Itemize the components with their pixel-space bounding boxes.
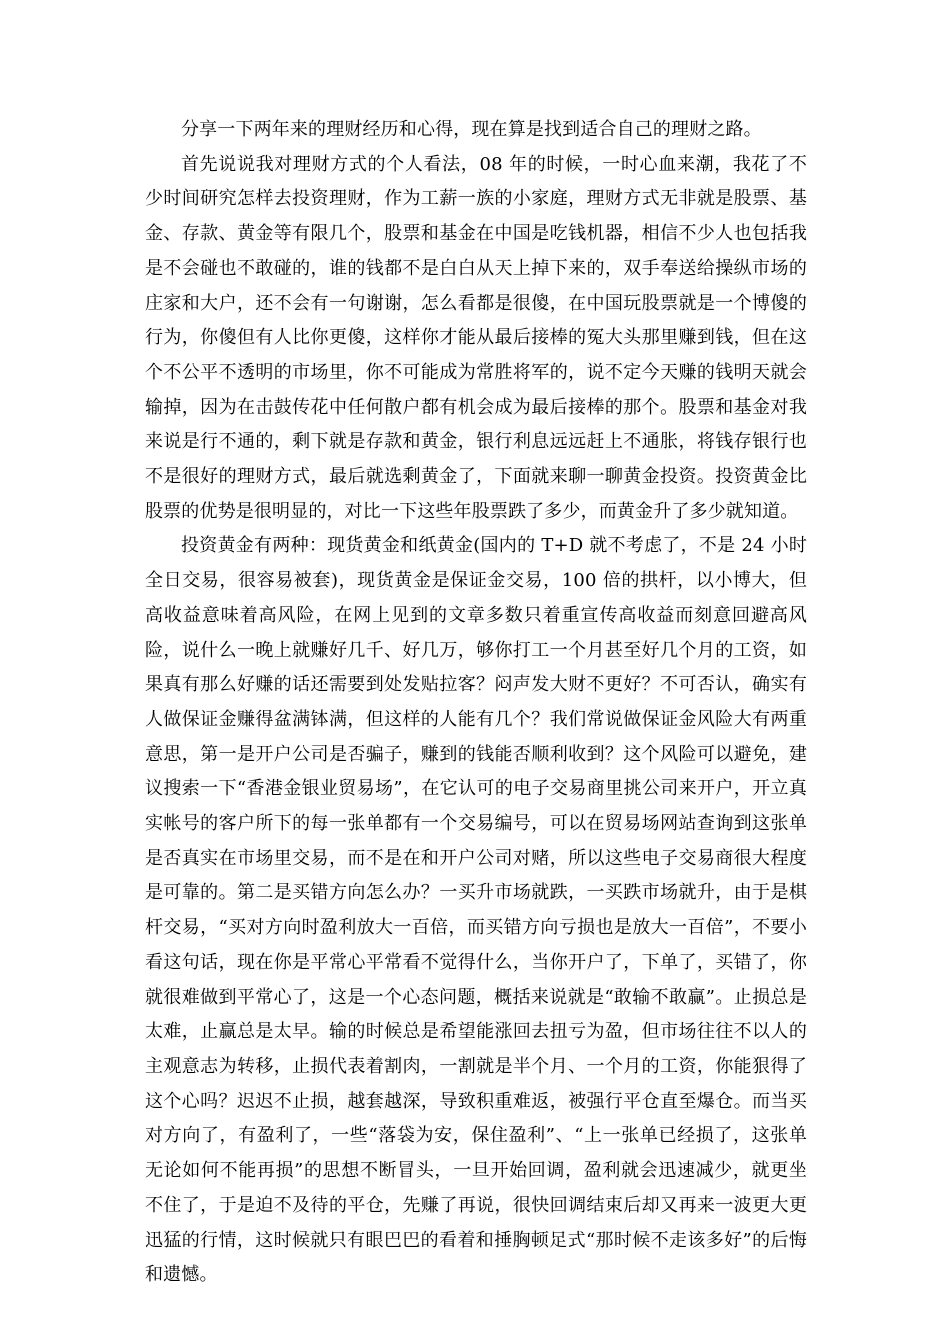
paragraph-intro: 分享一下两年来的理财经历和心得，现在算是找到适合自己的理财之路。 [181, 119, 762, 140]
paragraph-views: 首先说说我对理财方式的个人看法，08 年的时候，一时心血来潮，我花了不少时间研究怎样去投资理财，作为工薪一族的小家庭，理财方式无非就是股票、基金、存款、黄金等有限几个，股票和基金在中国是吃钱机器，相信不少人也包括我是不会碰也不敢碰的，谁的钱都不是白白从天上掉下来的，双手奉送给操纵市场的庄家和大户，还不会有一句谢谢，怎么看都是很傻，在中国玩股票就是一个博傻的行为，你傻但有人比你更傻，这样你才能从最后接棒的冤大头那里赚到钱，但在这个不公平不透明的市场里，你不可能成为常胜将军的，说不定今天赚的钱明天就会输掉，因为在击鼓传花中任何散户都有机会成为最后接棒的那个。股票和基金对我来说是行不通的，剩下就是存款和黄金，银行利息远远赶上不通胀，将钱存银行也不是很好的理财方式，最后就选剩黄金了，下面就来聊一聊黄金投资。投资黄金比股票的优势是很明显的，对比一下这些年股票跌了多少，而黄金升了多少就知道。 [145, 153, 807, 522]
paragraph-gold-investment: 投资黄金有两种：现货黄金和纸黄金(国内的 T+D 就不考虑了，不是 24 小时全日交易，很容易被套)，现货黄金是保证金交易，100 倍的拱杆，以小博大，但高收益意味着高风险，在网上见到的文章多数只着重宣传高收益而刻意回避高风险，说什么一晚上就赚好几千、好几万，够你打工一个月甚至好几个月的工资，如果真有那么好赚的话还需要到处发贴拉客？闷声发大财不更好？不可否认，确实有人做保证金赚得盆满钵满，但这样的人能有几个？我们常说做保证金风险大有两重意思，第一是开户公司是否骗子，赚到的钱能否顺利收到？这个风险可以避免，建议搜索一下“香港金银业贸易场”，在它认可的电子交易商里挑公司来开户，开立真实帐号的客户所下的每一张单都有一个交易编号，可以在贸易场网站查询到这张单是否真实在市场里交易，而不是在和开户公司对赌，所以这些电子交易商很大程度是可靠的。第二是买错方向怎么办？一买升市场就跌，一买跌市场就升，由于是棋杆交易，“买对方向时盈利放大一百倍，而买错方向亏损也是放大一百倍”，不要小看这句话，现在你是平常心平常看不觉得什么，当你开户了，下单了，买错了，你就很难做到平常心了，这是一个心态问题，概括来说就是“敢输不敢赢”。止损总是太难，止赢总是太早。输的时候总是希望能涨回去扭亏为盈，但市场往往不以人的主观意志为转移，止损代表着割肉，一割就是半个月、一个月的工资，你能狠得了这个心吗？迟迟不止损，越套越深，导致积重难返，被强行平仓直至爆仓。而当买对方向了，有盈利了，一些“落袋为安，保住盈利”、“上一张单已经损了，这张单无论如何不能再损”的思想不断冒头，一旦开始回调，盈利就会迅速减少，就更坐不住了，于是迫不及待的平仓，先赚了再说，很快回调结束后却又再来一波更大更迅猛的行情，这时候就只有眼巴巴的看着和捶胸顿足式“那时候不走该多好”的后悔和遗憾。 [145, 535, 807, 1286]
document-body [145, 113, 807, 1293]
